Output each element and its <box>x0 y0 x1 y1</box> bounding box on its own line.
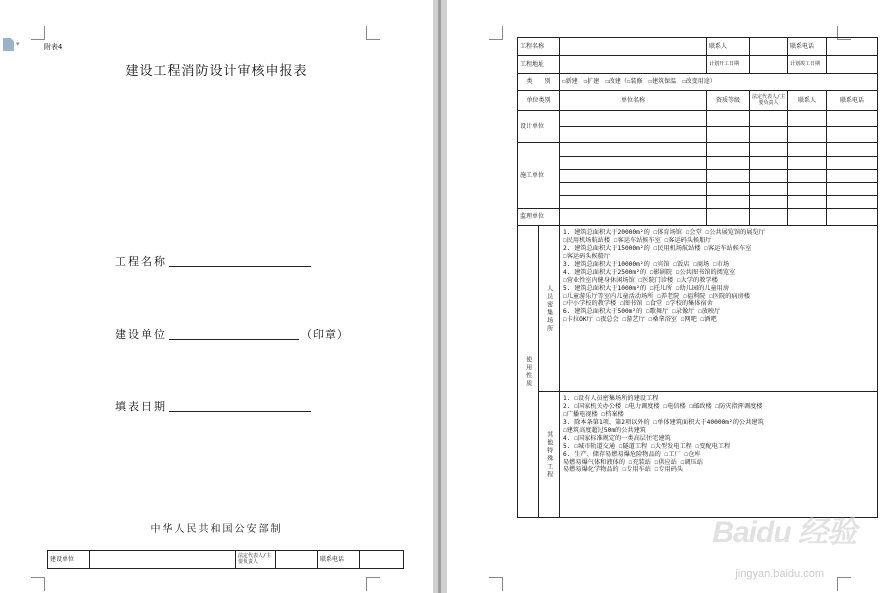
crop-mark <box>31 577 45 591</box>
table-row <box>518 143 878 157</box>
table-cell[interactable] <box>788 209 827 226</box>
list-item[interactable]: 4. 建筑总面积大于2500m²的 ☐影剧院 ☐公共图书馆的阅览室 <box>563 268 736 276</box>
table-cell[interactable] <box>788 170 827 183</box>
crop-mark <box>837 577 851 591</box>
table-cell[interactable] <box>788 157 827 170</box>
review-form-table <box>517 37 878 518</box>
list-item[interactable]: 6. 建筑总面积大于500m²的 ☐歌舞厅 ☐录像厅 ☐放映厅 <box>563 308 721 316</box>
table-row <box>48 551 404 569</box>
table-row <box>518 209 878 226</box>
table-cell[interactable] <box>788 127 827 143</box>
table-cell[interactable] <box>827 196 878 209</box>
list-item[interactable]: ☐广播电视楼 ☐档案楼 <box>563 410 624 418</box>
list-item[interactable]: ☐营业性室内健身休闲场馆 ☐医院门诊楼 ☐大学的教学楼 <box>563 276 718 284</box>
table-cell[interactable] <box>788 111 827 127</box>
table-cell[interactable] <box>788 196 827 209</box>
list-item[interactable]: ☐卡拉OK厅 ☐夜总会 ☐游艺厅 ☐桑拿浴室 ☐网吧 ☐酒吧 <box>563 316 717 324</box>
table-row <box>518 111 878 127</box>
table-cell[interactable] <box>827 111 878 127</box>
special-projects-list[interactable] <box>560 392 878 518</box>
table-cell: 联系电话 <box>318 551 360 569</box>
table-row <box>518 392 878 518</box>
list-item[interactable]: 1. 建筑总面积大于20000m²的 ☐体育场馆 ☐会堂 ☐公共展览馆的展览厅 <box>563 229 765 236</box>
table-cell: 单位类别 <box>518 91 560 111</box>
table-cell[interactable] <box>750 196 788 209</box>
chevron-down-icon[interactable]: ▾ <box>16 40 20 48</box>
table-cell: 施工单位 <box>518 143 560 209</box>
table-cell: 资质等级 <box>707 91 750 111</box>
table-cell[interactable] <box>750 170 788 183</box>
list-item[interactable]: ☐客运码头候船厅 <box>563 252 611 260</box>
table-cell[interactable] <box>560 143 707 157</box>
crop-mark <box>31 26 45 40</box>
table-cell[interactable] <box>827 127 878 143</box>
list-item[interactable]: 3. 建筑总面积大于10000m²的 ☐宾馆 ☐饭店 ☐商场 ☐市场 <box>563 260 730 268</box>
list-item[interactable]: 2. ☐国家机关办公楼 ☐电力调度楼 ☐电信楼 ☐邮政楼 ☐防灾指挥调度楼 <box>563 402 763 410</box>
list-item[interactable]: 6. 生产、储存易燃易爆危险物品的 ☐工厂 ☐仓库 <box>563 450 701 458</box>
table-cell[interactable] <box>707 170 750 183</box>
list-item[interactable]: ☐建筑高度超过50m的公共建筑 <box>563 426 646 434</box>
attachment-label: 附表4 <box>44 43 63 51</box>
construction-unit-field <box>115 326 349 342</box>
table-cell[interactable] <box>707 209 750 226</box>
table-cell: 联系人 <box>707 38 750 56</box>
category-options[interactable]: ☐新建 ☐扩建 ☐改建（☐装修 ☐建筑保温 ☐改变用途） <box>560 74 878 91</box>
usage-label: 使用性质 <box>518 226 539 518</box>
fill-date-field <box>115 398 167 414</box>
table-cell[interactable] <box>827 170 878 183</box>
list-item[interactable]: 易燃易爆气体和液体的 ☐充装站 ☐供应站 ☐调压站 <box>563 458 703 466</box>
applicant-table <box>47 550 404 569</box>
construction-unit-label: 建设单位 <box>115 328 167 341</box>
table-cell[interactable] <box>707 183 750 196</box>
table-cell[interactable] <box>276 551 318 569</box>
table-row <box>518 56 878 74</box>
crowded-places-label: 人员密集场所 <box>539 226 560 392</box>
table-cell[interactable] <box>560 183 707 196</box>
table-row <box>518 183 878 196</box>
table-cell[interactable] <box>560 56 707 74</box>
table-cell: 联系人 <box>788 91 827 111</box>
table-cell: 工程地址 <box>518 56 560 74</box>
table-cell[interactable] <box>90 551 236 569</box>
crowded-places-list[interactable] <box>560 226 878 392</box>
table-cell[interactable] <box>750 143 788 157</box>
list-item[interactable]: 易燃易爆化学物品的 ☐专用车站 ☐专用码头 <box>563 466 684 474</box>
table-cell[interactable] <box>827 143 878 157</box>
crop-mark <box>366 577 380 591</box>
form-page <box>447 0 896 593</box>
table-row <box>518 226 878 392</box>
table-row <box>518 170 878 183</box>
fill-date-label: 填表日期 <box>115 400 167 413</box>
form-title: 建设工程消防设计审核申报表 <box>125 64 308 79</box>
list-item[interactable]: 5. ☐城市轨道交通 ☐隧道工程 ☐大型发电工程 ☐变配电工程 <box>563 442 731 450</box>
table-cell[interactable] <box>750 127 788 143</box>
ministry-label: 中华人民共和国公安部制 <box>150 524 283 535</box>
table-cell[interactable] <box>827 56 878 74</box>
list-item[interactable]: ☐中小学校的教学楼 ☐图书馆 ☐食堂 ☐学校的集体宿舍 <box>563 300 713 308</box>
baidu-watermark-logo: Baidu 经验 <box>712 516 856 549</box>
table-cell: 建设单位 <box>48 551 90 569</box>
table-cell: 联系电话 <box>827 91 878 111</box>
list-item[interactable]: 3. 除本条第1项、第2项以外的 ☐单体建筑面积大于40000m²的公共建筑 <box>563 418 764 426</box>
table-cell[interactable] <box>827 157 878 170</box>
table-cell[interactable] <box>827 38 878 56</box>
list-item[interactable]: 1. ☐设有人员密集场所的建设工程 <box>563 395 659 402</box>
list-item[interactable]: 5. 建筑总面积大于1000m²的 ☐托儿所 ☐幼儿园的儿童用房 <box>563 284 730 292</box>
table-cell[interactable] <box>707 196 750 209</box>
table-cell[interactable] <box>560 38 707 56</box>
table-row <box>518 38 878 56</box>
table-cell[interactable] <box>707 157 750 170</box>
table-cell[interactable] <box>750 38 788 56</box>
project-name-label: 工程名称 <box>115 255 167 268</box>
baidu-watermark-url: jingyan.baidu.com <box>735 568 824 580</box>
document-icon[interactable] <box>3 38 14 51</box>
table-cell[interactable] <box>750 56 788 74</box>
list-item[interactable]: 4. ☐国家标准规定的一类高层住宅建筑 <box>563 434 671 442</box>
fill-date-line[interactable] <box>169 411 311 412</box>
table-cell[interactable] <box>707 127 750 143</box>
seal-note: （印章） <box>301 328 349 341</box>
crop-mark <box>489 577 503 591</box>
table-cell[interactable] <box>788 143 827 157</box>
table-cell[interactable] <box>560 196 707 209</box>
project-name-line[interactable] <box>169 266 311 267</box>
list-item[interactable]: 2. 建筑总面积大于15000m²的 ☐民用机场航站楼 ☐客运车站候车室 <box>563 244 752 252</box>
table-cell[interactable] <box>750 157 788 170</box>
table-cell[interactable] <box>707 111 750 127</box>
list-item[interactable]: ☐儿童游乐厅等室内儿童活动场所 ☐养老院 ☐福利院 ☐医院的病房楼 <box>563 292 750 300</box>
page-gutter <box>433 0 447 593</box>
table-row <box>518 127 878 143</box>
table-cell[interactable] <box>750 209 788 226</box>
cover-page <box>0 0 433 593</box>
crop-mark <box>366 26 380 40</box>
table-cell[interactable] <box>560 209 707 226</box>
table-row <box>518 91 878 111</box>
table-cell[interactable] <box>707 143 750 157</box>
table-cell: 法定代表人/主要负责人 <box>236 551 276 569</box>
table-cell: 计划竣工日期 <box>788 56 827 74</box>
project-name-field <box>115 253 167 269</box>
table-cell: 类 别 <box>518 74 560 91</box>
table-cell[interactable] <box>827 183 878 196</box>
table-cell: 工程名称 <box>518 38 560 56</box>
construction-unit-line[interactable] <box>169 339 299 340</box>
table-cell: 单位名称 <box>560 91 707 111</box>
table-cell[interactable] <box>560 111 707 127</box>
table-cell: 监理单位 <box>518 209 560 226</box>
table-cell: 设计单位 <box>518 111 560 143</box>
special-projects-label: 其他特殊工程 <box>539 392 560 518</box>
table-cell[interactable] <box>560 127 707 143</box>
table-row <box>518 196 878 209</box>
crop-mark <box>489 26 503 40</box>
table-cell: 法定代表人/主要负责人 <box>750 91 788 111</box>
table-cell[interactable] <box>360 551 404 569</box>
table-cell[interactable] <box>827 209 878 226</box>
table-cell[interactable] <box>750 111 788 127</box>
table-row <box>518 157 878 170</box>
table-cell: 联系电话 <box>788 38 827 56</box>
table-cell[interactable] <box>560 157 707 170</box>
list-item[interactable]: ☐民用机场航站楼 ☐客运车站候车室 ☐客运码头候船厅 <box>563 236 712 244</box>
table-cell: 计划开工日期 <box>707 56 750 74</box>
table-cell[interactable] <box>788 183 827 196</box>
table-row <box>518 74 878 91</box>
table-cell[interactable] <box>750 183 788 196</box>
table-cell[interactable] <box>560 170 707 183</box>
